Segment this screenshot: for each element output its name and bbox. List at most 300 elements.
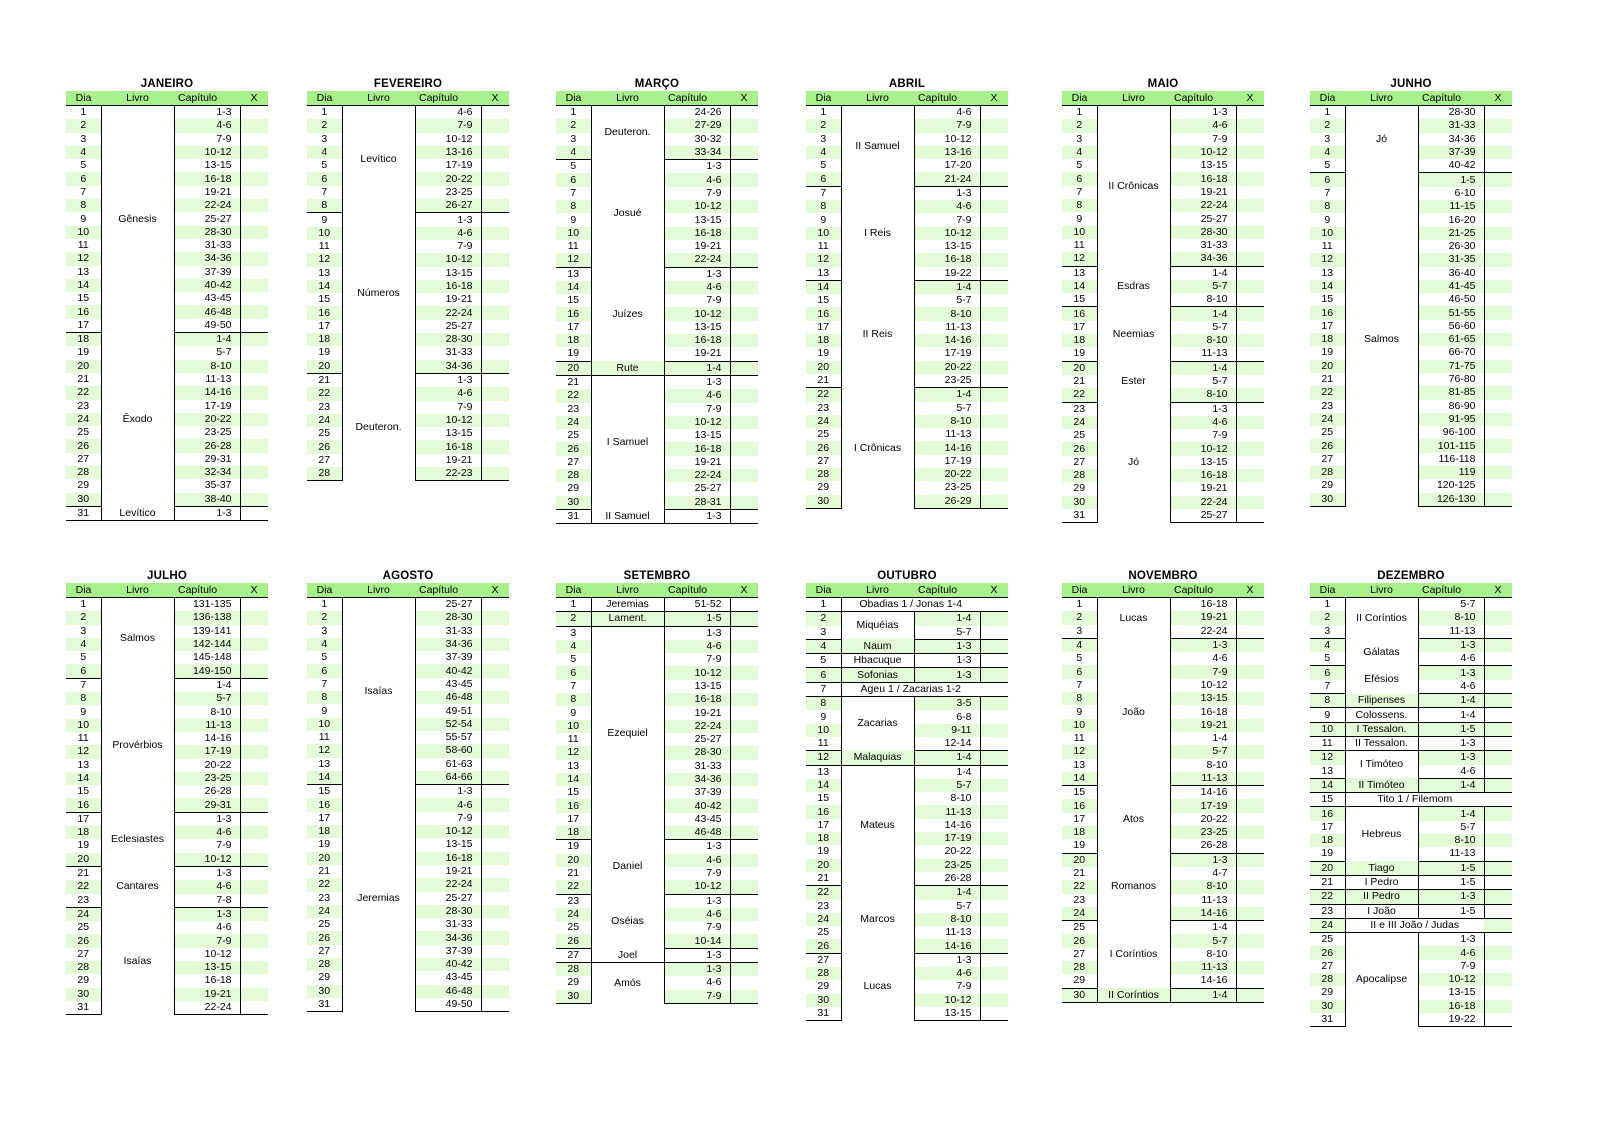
check-cell[interactable] <box>240 880 268 893</box>
check-cell[interactable] <box>980 227 1008 240</box>
check-cell[interactable] <box>481 253 509 266</box>
check-cell[interactable] <box>481 865 509 878</box>
check-cell[interactable] <box>1236 786 1264 800</box>
check-cell[interactable] <box>1484 146 1512 159</box>
check-cell[interactable] <box>1484 904 1512 918</box>
check-cell[interactable] <box>1484 213 1512 226</box>
check-cell[interactable] <box>980 200 1008 213</box>
check-cell[interactable] <box>240 1001 268 1015</box>
check-cell[interactable] <box>1236 482 1264 495</box>
check-cell[interactable] <box>1484 861 1512 875</box>
check-cell[interactable] <box>1484 875 1512 889</box>
check-cell[interactable] <box>481 744 509 757</box>
check-cell[interactable] <box>980 819 1008 832</box>
check-cell[interactable] <box>1236 416 1264 429</box>
check-cell[interactable] <box>1236 732 1264 745</box>
check-cell[interactable] <box>980 994 1008 1007</box>
check-cell[interactable] <box>240 732 268 745</box>
check-cell[interactable] <box>980 845 1008 858</box>
check-cell[interactable] <box>980 832 1008 845</box>
check-cell[interactable] <box>1236 679 1264 692</box>
check-cell[interactable] <box>240 625 268 638</box>
check-cell[interactable] <box>730 706 758 719</box>
check-cell[interactable] <box>1236 894 1264 907</box>
check-cell[interactable] <box>980 267 1008 281</box>
check-cell[interactable] <box>481 146 509 159</box>
check-cell[interactable] <box>1236 961 1264 974</box>
check-cell[interactable] <box>1236 921 1264 935</box>
check-cell[interactable] <box>1484 652 1512 666</box>
check-cell[interactable] <box>1484 807 1512 821</box>
check-cell[interactable] <box>980 468 1008 481</box>
check-cell[interactable] <box>1484 133 1512 146</box>
check-cell[interactable] <box>1236 347 1264 361</box>
check-cell[interactable] <box>1236 611 1264 624</box>
check-cell[interactable] <box>240 106 268 120</box>
check-cell[interactable] <box>1236 745 1264 758</box>
check-cell[interactable] <box>1236 692 1264 705</box>
check-cell[interactable] <box>1484 918 1512 932</box>
check-cell[interactable] <box>1484 666 1512 680</box>
check-cell[interactable] <box>481 280 509 293</box>
check-cell[interactable] <box>1236 813 1264 826</box>
check-cell[interactable] <box>980 428 1008 441</box>
check-cell[interactable] <box>1236 496 1264 509</box>
check-cell[interactable] <box>481 427 509 440</box>
check-cell[interactable] <box>730 990 758 1004</box>
check-cell[interactable] <box>1484 751 1512 765</box>
check-cell[interactable] <box>1484 638 1512 652</box>
check-cell[interactable] <box>1236 598 1264 612</box>
check-cell[interactable] <box>1484 453 1512 466</box>
check-cell[interactable] <box>730 921 758 934</box>
check-cell[interactable] <box>240 692 268 705</box>
check-cell[interactable] <box>730 880 758 894</box>
check-cell[interactable] <box>481 945 509 958</box>
check-cell[interactable] <box>730 403 758 416</box>
check-cell[interactable] <box>730 733 758 746</box>
check-cell[interactable] <box>240 159 268 172</box>
check-cell[interactable] <box>730 321 758 334</box>
check-cell[interactable] <box>730 854 758 867</box>
check-cell[interactable] <box>1236 293 1264 307</box>
check-cell[interactable] <box>980 737 1008 751</box>
check-cell[interactable] <box>730 375 758 389</box>
check-cell[interactable] <box>240 638 268 651</box>
check-cell[interactable] <box>240 785 268 798</box>
check-cell[interactable] <box>730 612 758 626</box>
check-cell[interactable] <box>1236 159 1264 172</box>
check-cell[interactable] <box>980 334 1008 347</box>
check-cell[interactable] <box>980 967 1008 980</box>
check-cell[interactable] <box>730 640 758 653</box>
check-cell[interactable] <box>240 651 268 664</box>
check-cell[interactable] <box>240 974 268 987</box>
check-cell[interactable] <box>481 852 509 865</box>
check-cell[interactable] <box>240 479 268 492</box>
check-cell[interactable] <box>481 758 509 771</box>
check-cell[interactable] <box>1484 946 1512 959</box>
check-cell[interactable] <box>730 626 758 640</box>
check-cell[interactable] <box>980 280 1008 294</box>
check-cell[interactable] <box>1236 361 1264 375</box>
check-cell[interactable] <box>481 918 509 931</box>
check-cell[interactable] <box>1484 267 1512 280</box>
check-cell[interactable] <box>730 307 758 320</box>
check-cell[interactable] <box>481 638 509 651</box>
check-cell[interactable] <box>980 668 1008 682</box>
check-cell[interactable] <box>1484 778 1512 792</box>
check-cell[interactable] <box>240 252 268 265</box>
check-cell[interactable] <box>730 963 758 977</box>
check-cell[interactable] <box>240 346 268 359</box>
check-cell[interactable] <box>1484 1013 1512 1027</box>
check-cell[interactable] <box>1236 625 1264 639</box>
check-cell[interactable] <box>240 172 268 185</box>
check-cell[interactable] <box>1236 266 1264 280</box>
check-cell[interactable] <box>730 213 758 226</box>
check-cell[interactable] <box>481 306 509 319</box>
check-cell[interactable] <box>980 724 1008 737</box>
check-cell[interactable] <box>1236 799 1264 812</box>
check-cell[interactable] <box>1236 106 1264 120</box>
check-cell[interactable] <box>1484 293 1512 306</box>
check-cell[interactable] <box>980 481 1008 494</box>
check-cell[interactable] <box>980 939 1008 953</box>
check-cell[interactable] <box>1484 933 1512 947</box>
check-cell[interactable] <box>980 388 1008 402</box>
check-cell[interactable] <box>1484 346 1512 359</box>
check-cell[interactable] <box>980 213 1008 226</box>
check-cell[interactable] <box>240 186 268 199</box>
check-cell[interactable] <box>481 664 509 677</box>
check-cell[interactable] <box>1484 680 1512 694</box>
check-cell[interactable] <box>730 948 758 962</box>
check-cell[interactable] <box>730 429 758 442</box>
check-cell[interactable] <box>1236 934 1264 947</box>
check-cell[interactable] <box>240 292 268 305</box>
check-cell[interactable] <box>1236 705 1264 718</box>
check-cell[interactable] <box>730 253 758 267</box>
check-cell[interactable] <box>980 186 1008 200</box>
check-cell[interactable] <box>481 267 509 280</box>
check-cell[interactable] <box>240 226 268 239</box>
check-cell[interactable] <box>980 321 1008 334</box>
check-cell[interactable] <box>240 839 268 852</box>
check-cell[interactable] <box>240 146 268 159</box>
check-cell[interactable] <box>1236 321 1264 334</box>
check-cell[interactable] <box>980 172 1008 186</box>
check-cell[interactable] <box>1484 1000 1512 1013</box>
check-cell[interactable] <box>980 455 1008 468</box>
check-cell[interactable] <box>481 825 509 838</box>
check-cell[interactable] <box>481 106 509 120</box>
check-cell[interactable] <box>1236 974 1264 988</box>
check-cell[interactable] <box>240 506 268 520</box>
check-cell[interactable] <box>481 611 509 624</box>
check-cell[interactable] <box>730 786 758 799</box>
check-cell[interactable] <box>980 654 1008 668</box>
check-cell[interactable] <box>240 360 268 373</box>
check-cell[interactable] <box>1484 360 1512 373</box>
check-cell[interactable] <box>1236 226 1264 239</box>
check-cell[interactable] <box>240 988 268 1001</box>
check-cell[interactable] <box>980 361 1008 374</box>
check-cell[interactable] <box>481 401 509 414</box>
check-cell[interactable] <box>980 146 1008 159</box>
check-cell[interactable] <box>1236 307 1264 321</box>
check-cell[interactable] <box>1236 719 1264 732</box>
check-cell[interactable] <box>730 482 758 495</box>
check-cell[interactable] <box>730 746 758 759</box>
check-cell[interactable] <box>240 239 268 252</box>
check-cell[interactable] <box>980 710 1008 723</box>
check-cell[interactable] <box>240 705 268 718</box>
check-cell[interactable] <box>240 266 268 279</box>
check-cell[interactable] <box>1484 493 1512 507</box>
check-cell[interactable] <box>1236 456 1264 469</box>
check-cell[interactable] <box>730 867 758 880</box>
check-cell[interactable] <box>980 626 1008 640</box>
check-cell[interactable] <box>481 213 509 227</box>
check-cell[interactable] <box>730 813 758 826</box>
check-cell[interactable] <box>730 760 758 773</box>
check-cell[interactable] <box>1236 199 1264 212</box>
check-cell[interactable] <box>1484 890 1512 904</box>
check-cell[interactable] <box>980 294 1008 307</box>
check-cell[interactable] <box>1484 821 1512 834</box>
check-cell[interactable] <box>1484 598 1512 612</box>
check-cell[interactable] <box>240 279 268 292</box>
check-cell[interactable] <box>240 948 268 961</box>
check-cell[interactable] <box>240 961 268 974</box>
check-cell[interactable] <box>240 934 268 947</box>
check-cell[interactable] <box>1236 146 1264 159</box>
check-cell[interactable] <box>730 894 758 908</box>
check-cell[interactable] <box>240 466 268 479</box>
check-cell[interactable] <box>1236 665 1264 678</box>
check-cell[interactable] <box>730 693 758 706</box>
check-cell[interactable] <box>1484 847 1512 861</box>
check-cell[interactable] <box>1484 793 1512 807</box>
check-cell[interactable] <box>481 346 509 359</box>
check-cell[interactable] <box>240 812 268 826</box>
check-cell[interactable] <box>1484 479 1512 492</box>
check-cell[interactable] <box>1484 159 1512 173</box>
check-cell[interactable] <box>980 598 1008 612</box>
check-cell[interactable] <box>481 387 509 400</box>
check-cell[interactable] <box>240 853 268 867</box>
check-cell[interactable] <box>481 785 509 799</box>
check-cell[interactable] <box>481 625 509 638</box>
check-cell[interactable] <box>730 469 758 482</box>
check-cell[interactable] <box>240 745 268 758</box>
check-cell[interactable] <box>730 680 758 693</box>
check-cell[interactable] <box>481 704 509 717</box>
check-cell[interactable] <box>481 186 509 199</box>
check-cell[interactable] <box>481 333 509 346</box>
check-cell[interactable] <box>980 495 1008 509</box>
check-cell[interactable] <box>980 347 1008 360</box>
check-cell[interactable] <box>240 119 268 132</box>
check-cell[interactable] <box>240 719 268 732</box>
check-cell[interactable] <box>980 159 1008 172</box>
check-cell[interactable] <box>240 759 268 772</box>
check-cell[interactable] <box>730 442 758 455</box>
check-cell[interactable] <box>481 971 509 984</box>
check-cell[interactable] <box>980 682 1008 696</box>
check-cell[interactable] <box>980 106 1008 120</box>
check-cell[interactable] <box>1484 280 1512 293</box>
check-cell[interactable] <box>980 402 1008 415</box>
check-cell[interactable] <box>730 281 758 294</box>
check-cell[interactable] <box>730 173 758 186</box>
check-cell[interactable] <box>730 361 758 375</box>
check-cell[interactable] <box>481 678 509 691</box>
check-cell[interactable] <box>1484 708 1512 722</box>
check-cell[interactable] <box>481 998 509 1012</box>
check-cell[interactable] <box>1484 426 1512 439</box>
check-cell[interactable] <box>980 441 1008 454</box>
check-cell[interactable] <box>481 905 509 918</box>
check-cell[interactable] <box>980 374 1008 388</box>
check-cell[interactable] <box>1236 280 1264 293</box>
check-cell[interactable] <box>1484 173 1512 187</box>
check-cell[interactable] <box>730 294 758 307</box>
check-cell[interactable] <box>730 598 758 612</box>
check-cell[interactable] <box>730 200 758 213</box>
check-cell[interactable] <box>730 240 758 253</box>
check-cell[interactable] <box>980 697 1008 711</box>
check-cell[interactable] <box>481 199 509 213</box>
check-cell[interactable] <box>730 934 758 948</box>
check-cell[interactable] <box>1484 187 1512 200</box>
check-cell[interactable] <box>980 872 1008 886</box>
check-cell[interactable] <box>980 1007 1008 1021</box>
check-cell[interactable] <box>730 106 758 120</box>
check-cell[interactable] <box>1484 611 1512 624</box>
check-cell[interactable] <box>240 826 268 839</box>
check-cell[interactable] <box>1484 736 1512 750</box>
check-cell[interactable] <box>730 227 758 240</box>
check-cell[interactable] <box>1484 320 1512 333</box>
check-cell[interactable] <box>1484 227 1512 240</box>
check-cell[interactable] <box>481 691 509 704</box>
check-cell[interactable] <box>240 400 268 413</box>
check-cell[interactable] <box>730 160 758 174</box>
check-cell[interactable] <box>1484 306 1512 319</box>
check-cell[interactable] <box>481 878 509 891</box>
check-cell[interactable] <box>240 133 268 146</box>
check-cell[interactable] <box>730 416 758 429</box>
check-cell[interactable] <box>1236 133 1264 146</box>
check-cell[interactable] <box>730 146 758 160</box>
check-cell[interactable] <box>481 718 509 731</box>
check-cell[interactable] <box>481 985 509 998</box>
check-cell[interactable] <box>240 678 268 692</box>
check-cell[interactable] <box>980 779 1008 792</box>
check-cell[interactable] <box>481 373 509 387</box>
check-cell[interactable] <box>1236 252 1264 266</box>
check-cell[interactable] <box>481 227 509 240</box>
check-cell[interactable] <box>481 838 509 851</box>
check-cell[interactable] <box>1236 172 1264 185</box>
check-cell[interactable] <box>730 826 758 840</box>
check-cell[interactable] <box>980 926 1008 939</box>
check-cell[interactable] <box>1236 119 1264 132</box>
check-cell[interactable] <box>1484 986 1512 999</box>
check-cell[interactable] <box>481 731 509 744</box>
check-cell[interactable] <box>980 792 1008 805</box>
check-cell[interactable] <box>980 953 1008 967</box>
check-cell[interactable] <box>1236 839 1264 853</box>
check-cell[interactable] <box>1484 973 1512 986</box>
check-cell[interactable] <box>730 267 758 281</box>
check-cell[interactable] <box>240 199 268 212</box>
check-cell[interactable] <box>980 415 1008 428</box>
check-cell[interactable] <box>980 133 1008 146</box>
check-cell[interactable] <box>980 859 1008 872</box>
check-cell[interactable] <box>481 771 509 785</box>
check-cell[interactable] <box>980 253 1008 266</box>
check-cell[interactable] <box>1236 388 1264 402</box>
check-cell[interactable] <box>481 119 509 132</box>
check-cell[interactable] <box>1236 375 1264 388</box>
check-cell[interactable] <box>481 812 509 825</box>
check-cell[interactable] <box>240 305 268 318</box>
check-cell[interactable] <box>1484 333 1512 346</box>
check-cell[interactable] <box>1484 240 1512 253</box>
check-cell[interactable] <box>980 307 1008 320</box>
check-cell[interactable] <box>1484 765 1512 779</box>
check-cell[interactable] <box>240 413 268 426</box>
check-cell[interactable] <box>240 439 268 452</box>
check-cell[interactable] <box>240 319 268 333</box>
check-cell[interactable] <box>1484 253 1512 266</box>
check-cell[interactable] <box>240 426 268 439</box>
check-cell[interactable] <box>1484 834 1512 847</box>
check-cell[interactable] <box>240 664 268 678</box>
check-cell[interactable] <box>240 373 268 386</box>
check-cell[interactable] <box>1484 439 1512 452</box>
check-cell[interactable] <box>481 892 509 905</box>
check-cell[interactable] <box>240 212 268 225</box>
check-cell[interactable] <box>1236 469 1264 482</box>
check-cell[interactable] <box>1236 442 1264 455</box>
check-cell[interactable] <box>240 611 268 624</box>
check-cell[interactable] <box>481 958 509 971</box>
check-cell[interactable] <box>481 360 509 374</box>
check-cell[interactable] <box>481 440 509 453</box>
check-cell[interactable] <box>730 133 758 146</box>
check-cell[interactable] <box>1484 200 1512 213</box>
check-cell[interactable] <box>980 886 1008 900</box>
check-cell[interactable] <box>980 765 1008 779</box>
check-cell[interactable] <box>481 651 509 664</box>
check-cell[interactable] <box>730 773 758 786</box>
check-cell[interactable] <box>1484 722 1512 736</box>
check-cell[interactable] <box>240 798 268 812</box>
check-cell[interactable] <box>1484 106 1512 120</box>
check-cell[interactable] <box>980 900 1008 913</box>
check-cell[interactable] <box>240 598 268 612</box>
check-cell[interactable] <box>1236 867 1264 880</box>
check-cell[interactable] <box>730 976 758 989</box>
check-cell[interactable] <box>1236 948 1264 961</box>
check-cell[interactable] <box>730 908 758 921</box>
check-cell[interactable] <box>1484 413 1512 426</box>
check-cell[interactable] <box>730 666 758 679</box>
